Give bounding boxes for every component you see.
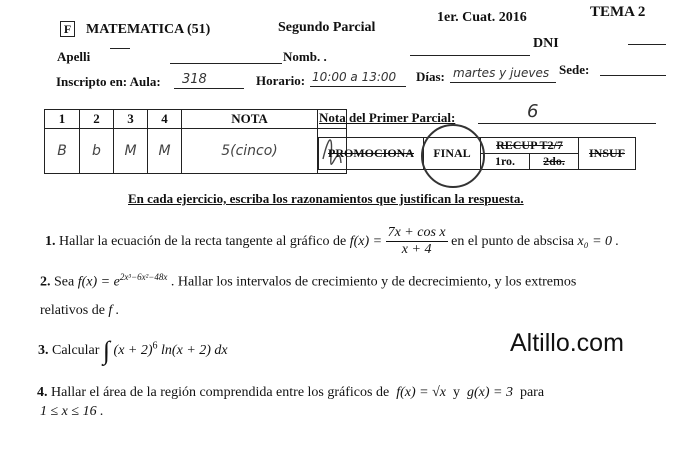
question-3-integrand-rest: ln(x + 2) dx — [161, 343, 228, 359]
question-1-text: Hallar la ecuación de la recta tangente al gráfico de — [59, 234, 347, 249]
question-4-g: g(x) = 3 — [466, 385, 513, 400]
tema-label: TEMA 2 — [590, 4, 646, 20]
question-3-power: 6 — [152, 340, 158, 352]
integral-sign: ∫ — [102, 336, 111, 365]
nombre-label: Nomb. . — [283, 49, 327, 64]
dias-line — [450, 82, 556, 83]
question-2-sea: Sea — [54, 274, 75, 290]
question-2-line-2 — [40, 303, 119, 319]
subject-title: MATEMATICA (51) — [86, 22, 211, 37]
question-2-exponent: 2x³−6x²−48x — [119, 272, 168, 282]
final-circle-mark — [421, 124, 485, 188]
question-3-text: Calcular — [52, 343, 100, 359]
term-label: 1er. Cuat. 2016 — [437, 10, 527, 25]
grade-value-3: M — [114, 129, 148, 174]
question-3 — [38, 336, 228, 366]
question-4-and: y — [452, 385, 460, 400]
recup-second-cell: 2do. — [530, 154, 579, 170]
question-3-integrand: (x + 2) — [113, 343, 153, 359]
apellido-mark — [110, 48, 130, 49]
question-2-function: f(x) = e — [77, 274, 120, 290]
first-partial-line — [478, 123, 656, 124]
dni-label: DNI — [533, 36, 559, 51]
dni-line — [628, 44, 666, 45]
question-1-number: 1. — [45, 234, 56, 249]
question-4-text: Hallar el área de la región comprendida entre los gráficos de — [51, 385, 390, 400]
grades-table — [44, 109, 347, 174]
question-1-denominator: x + 4 — [401, 242, 432, 258]
recup-first-cell: 1ro. — [481, 154, 530, 170]
question-2-text: . Hallar los intervalos de crecimiento y de decrecimiento, y los extremos — [170, 274, 577, 290]
question-1 — [45, 224, 619, 260]
recup-cell: RECUP T2/7 — [481, 138, 579, 154]
form-letter-box: F — [60, 21, 75, 37]
question-1-text-after: en el punto de abscisa — [451, 234, 574, 249]
aula-line — [174, 88, 244, 89]
grade-header-2: 2 — [80, 110, 114, 129]
apellido-label: Apelli — [57, 49, 91, 64]
sede-line — [600, 75, 666, 76]
first-partial-label: Nota del Primer Parcial: — [319, 110, 456, 125]
question-4-line-2 — [40, 404, 104, 420]
question-2-number: 2. — [40, 274, 51, 290]
grade-value-4: M — [148, 129, 182, 174]
horario-line — [310, 86, 406, 87]
aula-label: Inscripto en: Aula: — [56, 74, 161, 89]
question-4-para: para — [519, 385, 545, 400]
dias-value: martes y jueves — [453, 66, 550, 80]
grade-value-nota: 5(cinco) — [182, 129, 318, 174]
dias-label: Días: — [416, 69, 445, 84]
grade-value-2: b — [80, 129, 114, 174]
horario-label: Horario: — [256, 73, 306, 88]
grade-header-3: 3 — [114, 110, 148, 129]
grade-header-1: 1 — [45, 110, 80, 129]
instruction-text: En cada ejercicio, escriba los razonamientos que justifican la respuesta. — [128, 191, 524, 206]
altillo-logo: Altillo.com — [510, 329, 624, 357]
question-2 — [40, 272, 576, 291]
question-4 — [37, 385, 544, 401]
horario-value: 10:00 a 13:00 — [312, 70, 397, 84]
first-partial-value: 6 — [527, 101, 539, 122]
question-1-fraction — [386, 225, 448, 258]
nombre-line — [410, 55, 530, 56]
question-2-relativos: relativos de — [40, 303, 105, 318]
question-1-numerator: 7x + cos x — [387, 225, 446, 241]
question-4-number: 4. — [37, 385, 48, 400]
final-cell: FINAL — [424, 138, 481, 170]
question-1-point: x₀ = 0 . — [577, 234, 620, 249]
aula-value: 318 — [182, 72, 207, 87]
question-4-range: 1 ≤ x ≤ 16 . — [40, 404, 104, 419]
question-3-number: 3. — [38, 343, 49, 359]
grade-header-4: 4 — [148, 110, 182, 129]
exam-title: Segundo Parcial — [278, 20, 376, 35]
grade-value-1: B — [45, 129, 80, 174]
promociona-cell: PROMOCIONA — [319, 138, 424, 170]
sede-label: Sede: — [559, 62, 590, 77]
question-1-fx: f(x) = — [349, 234, 383, 249]
insuf-cell: INSUF — [579, 138, 636, 170]
grade-header-nota: NOTA — [182, 110, 318, 129]
question-4-f: f(x) = √x — [396, 385, 446, 400]
question-2-f: f . — [108, 303, 120, 318]
apellido-line — [170, 63, 282, 64]
